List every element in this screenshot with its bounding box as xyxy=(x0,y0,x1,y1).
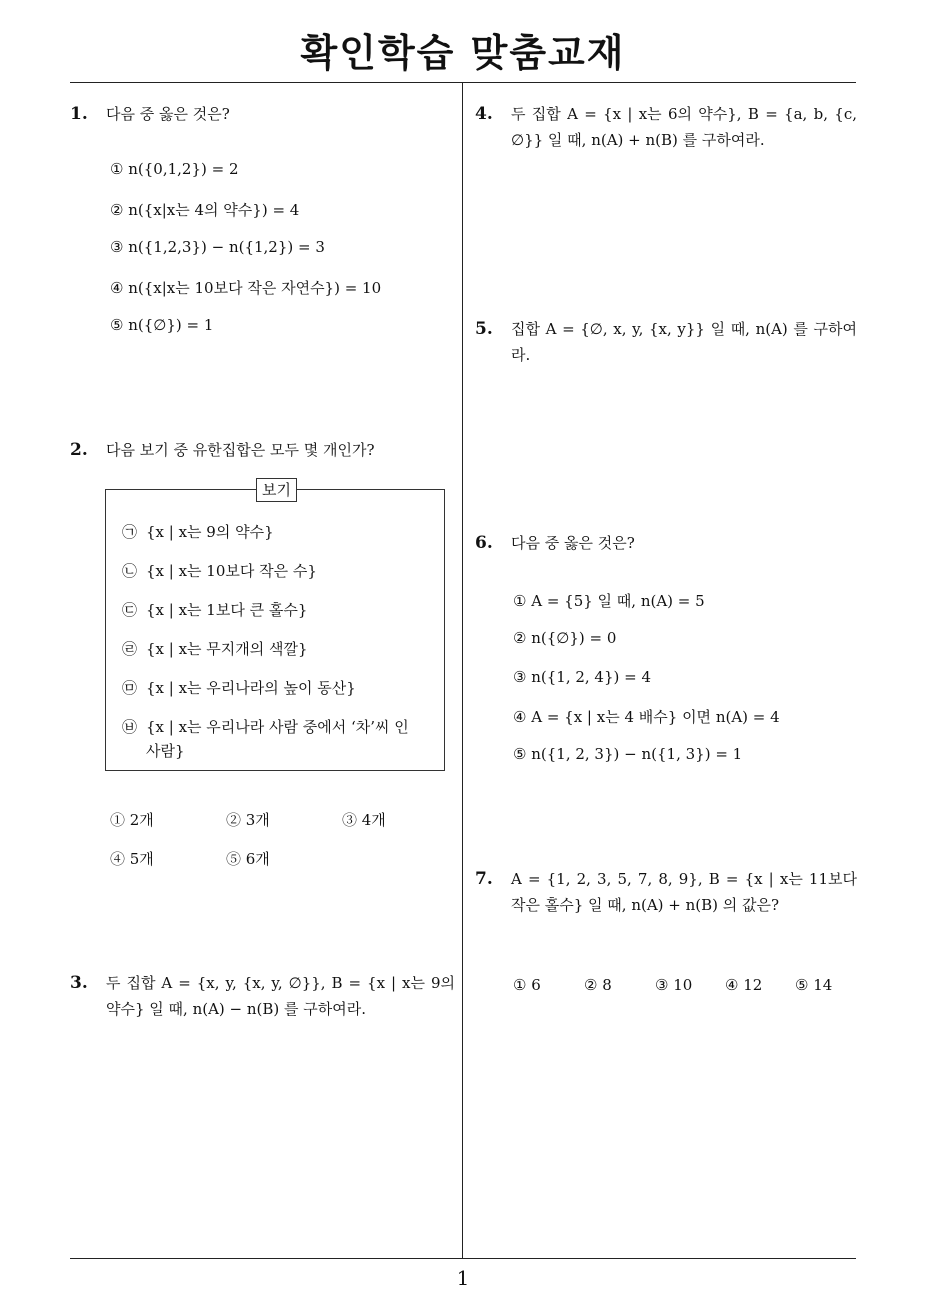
bottom-divider xyxy=(70,1258,856,1259)
question-text: 두 집합 A = {x | x는 6의 약수}, B = {a, b, {c, ∅}} 일 때, n(A) + n(B) 를 구하여라. xyxy=(511,105,857,149)
question-text: 다음 중 옳은 것은? xyxy=(511,534,635,552)
option-4[interactable]: ④ n({x|x는 10보다 작은 자연수}) = 10 xyxy=(110,279,382,297)
option-1[interactable]: ① 6 xyxy=(513,976,541,994)
question-6 xyxy=(475,530,857,556)
box-item-marker: ㉢ xyxy=(122,601,138,619)
option-2[interactable]: ② n({∅}) = 0 xyxy=(513,629,617,647)
box-item-marker: ㉠ xyxy=(122,523,138,541)
option-1[interactable]: ① n({0,1,2}) = 2 xyxy=(110,160,239,178)
question-3 xyxy=(70,970,455,1022)
option-2[interactable]: ② 8 xyxy=(584,976,612,994)
option-5[interactable]: ⑤ 14 xyxy=(795,976,833,994)
question-4 xyxy=(475,101,857,153)
box-item-text: {x | x는 10보다 작은 수} xyxy=(146,562,317,580)
page-number: 1 xyxy=(456,1266,470,1290)
option-4[interactable]: ④ 5개 xyxy=(110,850,154,868)
option-1[interactable]: ① 2개 xyxy=(110,811,154,829)
box-item xyxy=(122,598,422,622)
question-text: 다음 보기 중 유한집합은 모두 몇 개인가? xyxy=(106,441,375,459)
option-1[interactable]: ① A = {5} 일 때, n(A) = 5 xyxy=(513,592,705,610)
question-number: 3. xyxy=(70,973,88,993)
question-number: 4. xyxy=(475,104,493,124)
question-2 xyxy=(70,437,455,463)
question-number: 5. xyxy=(475,319,493,339)
option-3[interactable]: ③ n({1, 2, 4}) = 4 xyxy=(513,668,652,686)
box-item-text: {x | x는 1보다 큰 홀수} xyxy=(146,601,308,619)
option-3[interactable]: ③ 4개 xyxy=(342,811,386,829)
box-item-marker: ㉣ xyxy=(122,640,138,658)
box-item xyxy=(122,637,422,661)
box-item-text: {x | x는 무지개의 색깔} xyxy=(146,640,308,658)
question-number: 1. xyxy=(70,104,88,124)
question-number: 6. xyxy=(475,533,493,553)
box-item-text: {x | x는 9의 약수} xyxy=(146,523,274,541)
option-2[interactable]: ② 3개 xyxy=(226,811,270,829)
box-item-text: {x | x는 우리나라 사람 중에서 ‘차’씨 인 사람} xyxy=(146,718,409,760)
box-item-marker: ㉡ xyxy=(122,562,138,580)
question-text: 다음 중 옳은 것은? xyxy=(106,105,230,123)
question-5 xyxy=(475,316,857,368)
question-7 xyxy=(475,866,857,918)
question-text: A = {1, 2, 3, 5, 7, 8, 9}, B = {x | x는 11보다 작은 홀수} 일 때, n(A) + n(B) 의 값은? xyxy=(511,870,857,914)
question-number: 7. xyxy=(475,869,493,889)
option-5[interactable]: ⑤ 6개 xyxy=(226,850,270,868)
box-item-marker: ㉥ xyxy=(122,718,138,736)
question-1 xyxy=(70,101,455,127)
option-2[interactable]: ② n({x|x는 4의 약수}) = 4 xyxy=(110,201,300,219)
box-item xyxy=(122,559,422,583)
question-text: 집합 A = {∅, x, y, {x, y}} 일 때, n(A) 를 구하여라. xyxy=(511,320,857,364)
option-5[interactable]: ⑤ n({1, 2, 3}) − n({1, 3}) = 1 xyxy=(513,745,743,763)
example-box-label: 보기 xyxy=(256,478,297,502)
page-title: 확인학습 맞춤교재 xyxy=(300,31,626,75)
column-divider xyxy=(462,82,463,1258)
box-item xyxy=(122,676,422,700)
question-text: 두 집합 A = {x, y, {x, y, ∅}}, B = {x | x는 9의 약수} 일 때, n(A) − n(B) 를 구하여라. xyxy=(106,974,455,1018)
box-item-text: {x | x는 우리나라의 높이 동산} xyxy=(146,679,356,697)
example-box xyxy=(105,481,445,771)
option-3[interactable]: ③ n({1,2,3}) − n({1,2}) = 3 xyxy=(110,238,325,256)
box-item xyxy=(122,520,422,544)
box-item-marker: ㉤ xyxy=(122,679,138,697)
box-item xyxy=(122,715,422,763)
option-5[interactable]: ⑤ n({∅}) = 1 xyxy=(110,316,214,334)
option-4[interactable]: ④ 12 xyxy=(725,976,763,994)
option-3[interactable]: ③ 10 xyxy=(655,976,693,994)
option-4[interactable]: ④ A = {x | x는 4 배수} 이면 n(A) = 4 xyxy=(513,708,780,726)
question-number: 2. xyxy=(70,440,88,460)
top-divider xyxy=(70,82,856,83)
